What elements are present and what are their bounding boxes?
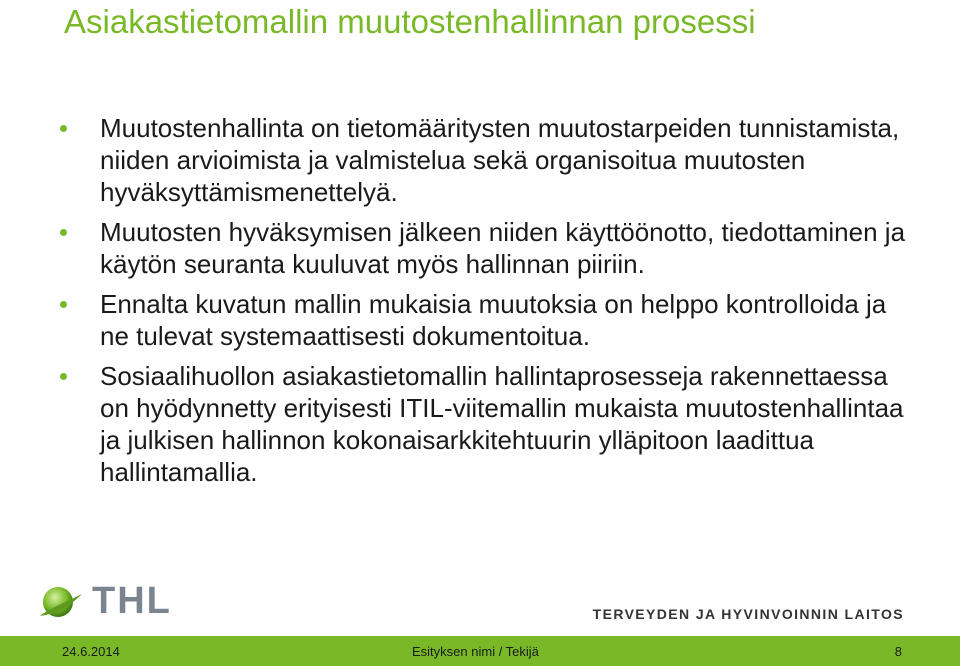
footer-date: 24.6.2014 [62,644,120,659]
bullet-icon [60,125,67,132]
bullet-text: Ennalta kuvatun mallin mukaisia muutoksia on helppo kontrolloida ja ne tulevat systemaattisesti dokumentoitua. [100,289,887,351]
bullet-icon [60,301,67,308]
footer-bar [0,636,960,666]
bullet-text: Muutosten hyväksymisen jälkeen niiden käyttöönotto, tiedottaminen ja käytön seuranta kuuluvat myös hallinnan piiriin. [100,217,906,279]
bullet-item [60,112,920,208]
footer-presenter: Esityksen nimi / Tekijä [412,644,539,659]
bullet-item [60,288,920,352]
logo-text: THL [92,580,172,622]
page-number: 8 [894,644,902,659]
bullet-text: Sosiaalihuollon asiakastietomallin hallintaprosesseja rakennettaessa on hyödynnetty erityisesti ITIL-viitemallin mukaista muutostenhallintaa ja julkisen hallinnon kokonaisarkkitehtuurin ylläpitoon laadittua hallintamallia. [100,361,904,487]
organization-name: TERVEYDEN JA HYVINVOINNIN LAITOS [592,606,904,622]
bullet-item [60,216,920,280]
bullet-icon [60,373,67,380]
bullet-item [60,360,920,488]
bullet-icon [60,229,67,236]
bullet-text: Muutostenhallinta on tietomääritysten muutostarpeiden tunnistamista, niiden arvioimista ja valmistelua sekä organisoitua muutosten hyväksyttämismenettelyä. [100,113,900,207]
slide-title: Asiakastietomallin muutostenhallinnan prosessi [64,3,756,40]
bullet-list [60,112,920,496]
